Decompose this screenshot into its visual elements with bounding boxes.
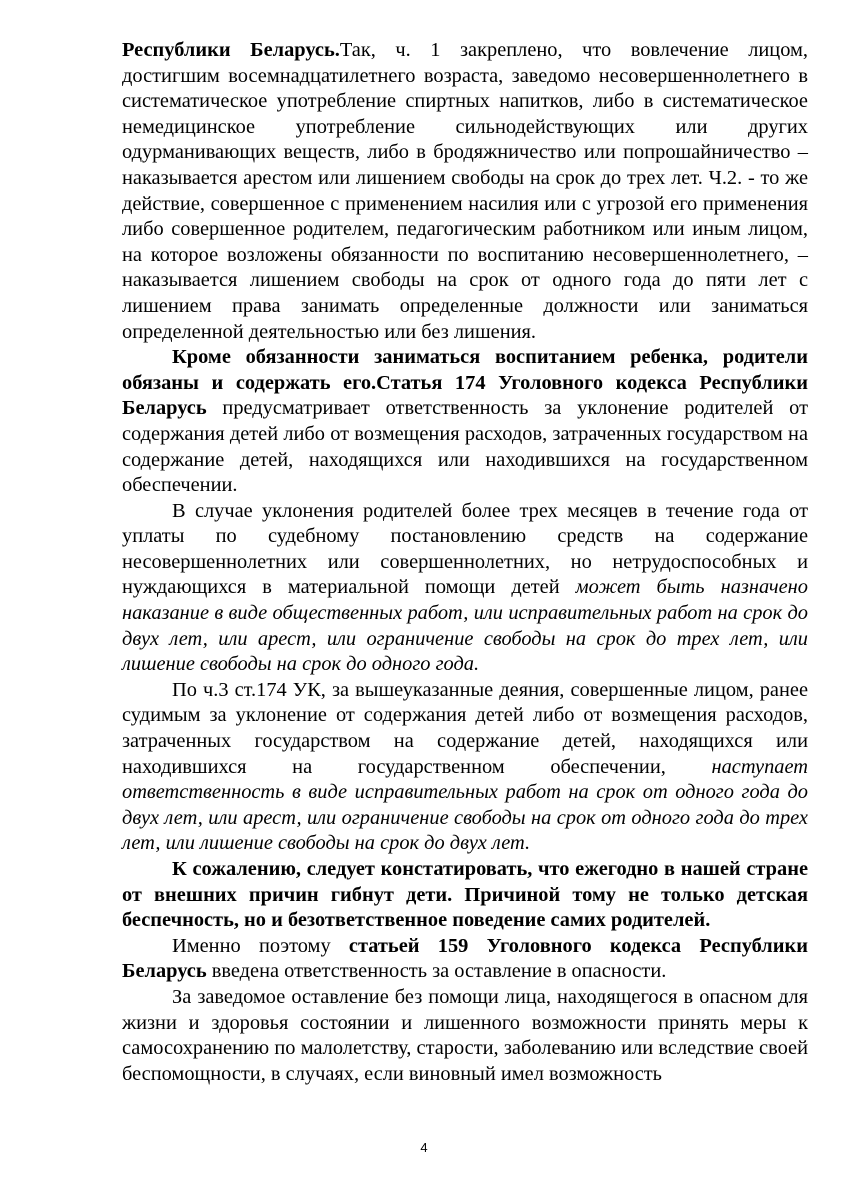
text-fragment: Так, ч. 1 закреплено, что вовлечение лицом, достигшим восемнадцатилетнего возраста, заведомо несовершеннолетнего в систематическое употребление спиртных напитков, либо в систематическое немедицинское употребление сильнодействующих или других одурманивающих веществ, либо в бродяжничество или попрошайничество –наказывается арестом или лишением свободы на срок до трех лет. Ч.2. - то же действие, совершенное с применением насилия или с угрозой его применения либо совершенное родителем, педагогическим работником или иным лицом, на которое возложены обязанности по воспитанию несовершеннолетнего, – наказывается лишением свободы на срок от одного года до пяти лет с лишением права занимать определенные должности или заниматься определенной деятельностью или без лишения. bbox=[122, 39, 809, 343]
italic-fragment: наступает ответственность в виде исправительных работ на срок от одного года до двух лет, или арест, или ограничение свободы на срок от одного года до трех лет, или лишение свободы на срок до двух лет. bbox=[122, 755, 808, 855]
bold-fragment: Кроме обязанности заниматься воспитанием ребенка, родители обязаны и содержать его.Статья 174 Уголовного кодекса Республики Беларусь bbox=[122, 346, 808, 420]
text-fragment: За заведомое оставление без помощи лица, находящегося в опасном для жизни и здоровья состоянии и лишенного возможности принять меры к самосохранению по малолетству, старости, заболеванию или вследствие своей беспомощности, в случаях, если виновный имел возможность bbox=[122, 985, 808, 1085]
paragraph-1 bbox=[122, 38, 808, 345]
text-fragment: В случае уклонения родителей более трех месяцев в течение года от уплаты по судебному постановлению средств на содержание несовершеннолетних или совершеннолетних, но нетрудоспособных и нуждающихся в материальной помощи детей bbox=[122, 499, 808, 599]
text-fragment: Именно поэтому bbox=[172, 934, 349, 957]
bold-fragment: Республики Беларусь. bbox=[122, 39, 340, 61]
paragraph-5 bbox=[122, 857, 808, 934]
body-text bbox=[122, 38, 808, 1087]
page-number: 4 bbox=[420, 1140, 428, 1155]
text-fragment: предусматривает ответственность за уклонение родителей от содержания детей либо от возмещения расходов, затраченных государством на содержание детей, находящихся или находившихся на государственном обеспечении. bbox=[122, 397, 808, 497]
italic-fragment: может быть назначено наказание в виде общественных работ, или исправительных работ на срок до двух лет, или арест, или ограничение свободы на срок до трех лет, или лишение свободы на срок до одного года. bbox=[122, 576, 808, 676]
paragraph-4 bbox=[122, 678, 808, 857]
paragraph-3 bbox=[122, 499, 808, 678]
paragraph-7 bbox=[122, 985, 808, 1087]
bold-fragment: статьей 159 Уголовного кодекса Республики Беларусь bbox=[122, 934, 808, 983]
paragraph-2 bbox=[122, 345, 808, 499]
text-fragment: По ч.3 ст.174 УК, за вышеуказанные деяния, совершенные лицом, ранее судимым за уклонение от содержания детей либо от возмещения расходов, затраченных государством на содержание детей, находящихся или находившихся на государственном обеспечении, bbox=[122, 678, 808, 778]
text-fragment: введена ответственность за оставление в опасности. bbox=[206, 960, 667, 983]
bold-fragment: К сожалению, следует констатировать, что ежегодно в нашей стране от внешних причин гибнут дети. Причиной тому не только детская беспечность, но и безответственное поведение самих родителей. bbox=[122, 858, 808, 932]
paragraph-6 bbox=[122, 934, 808, 985]
